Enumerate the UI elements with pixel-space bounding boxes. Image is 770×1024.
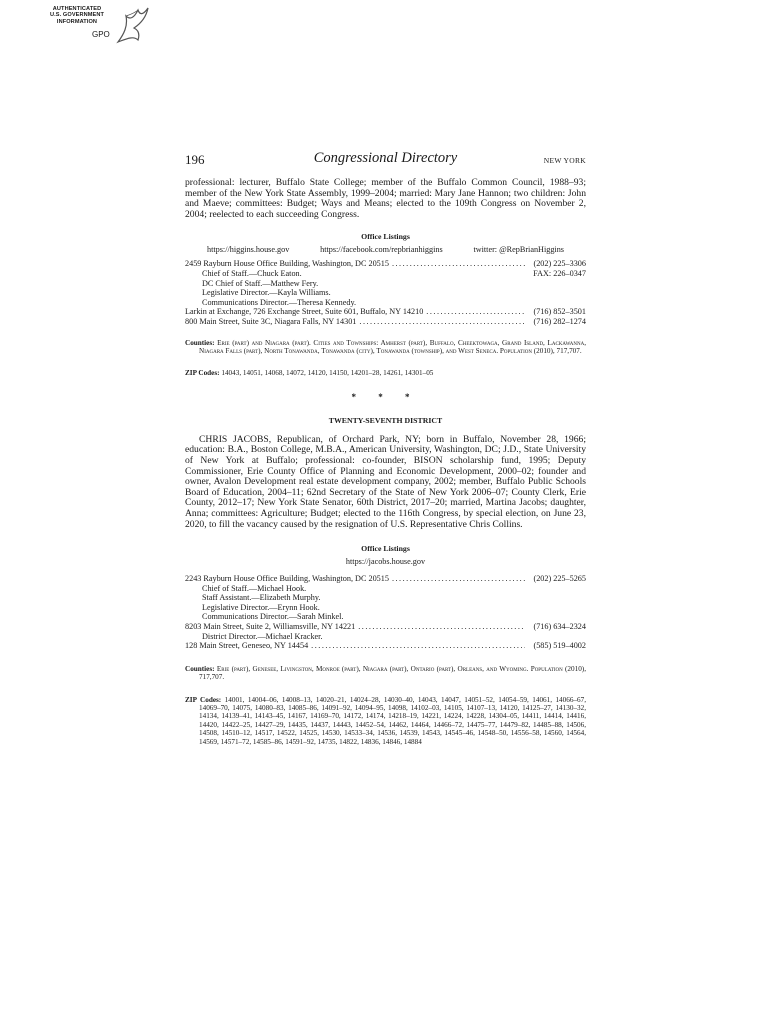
zip-label: ZIP Codes: xyxy=(185,695,222,704)
staff-entry: Legislative Director.—Erynn Hook. xyxy=(202,602,320,612)
counties-label: Counties: xyxy=(185,664,215,673)
dot-leader xyxy=(311,641,525,651)
staff-entry: Chief of Staff.—Chuck Eaton. xyxy=(202,268,302,278)
running-head xyxy=(185,150,586,170)
counties-text: Erie (part) and Niagara (part). Cities and Townships: Amherst (part), Buffalo, Cheektowaga, Grand Island, Lackawanna, Niagara Falls (part), North Tonawanda, Tonawanda (city), Tonawanda (township), and West Seneca. Population (2010), 717,707. xyxy=(199,338,587,355)
staff-entry: District Director.—Michael Kracker. xyxy=(202,631,323,641)
jacobs-office-listings-heading: Office Listings xyxy=(361,544,410,554)
higgins-offices xyxy=(185,259,586,326)
seal-text xyxy=(34,6,120,25)
jacobs-williamsville-office xyxy=(185,622,586,632)
zip-text: 14043, 14051, 14068, 14072, 14120, 14150, 14201–28, 14261, 14301–05 xyxy=(221,369,434,378)
higgins-office-listings-heading: Office Listings xyxy=(361,232,410,242)
staff-entry: Legislative Director.—Kayla Williams. xyxy=(202,288,331,298)
page-number: 196 xyxy=(185,152,205,167)
jacobs-counties xyxy=(185,665,586,682)
office-address: 128 Main Street, Geneseo, NY 14454 xyxy=(185,641,309,651)
office-phone: (716) 634–2324 xyxy=(533,622,586,632)
jacobs-offices xyxy=(185,574,586,651)
jacobs-geneseo-office xyxy=(185,641,586,651)
jacobs-bio: CHRIS JACOBS, Republican, of Orchard Park, NY; born in Buffalo, November 28, 1966; education: B.A., Boston College, M.B.A., American University, Washington, DC; J.D., State University of New York at Buffalo; professional: co-founder, BISON scholarship fund, 1995; Deputy Commissioner, Erie County Office of Planning and Economic Development, 2000–02; founder and owner, Avalon Development real estate development company, 2002; member, Buffalo Public Schools Board of Education, 2004–11; 62nd Secretary of the State of New York 2006–07; County Clerk, Erie County, 2012–17; New York State Senator, 60th District, 2017–20; married, Martina Jacobs; daughter, Anna; committees: Agriculture; Budget; elected to the 116th Congress, by special election, on June 23, 2020, to fill the vacancy caused by the resignation of U.S. Representative Chris Collins. xyxy=(185,433,586,530)
office-phone: (716) 852–3501 xyxy=(533,307,586,317)
eagle-icon xyxy=(114,4,150,46)
jacobs-zip-codes xyxy=(185,696,586,746)
staff-entry: Chief of Staff.—Michael Hook. xyxy=(202,583,307,593)
running-state: NEW YORK xyxy=(543,156,586,165)
seal-line: AUTHENTICATED xyxy=(52,6,102,12)
higgins-bio: professional: lecturer, Buffalo State College; member of the Buffalo Common Council, 1988–93; member of the New York State Assembly, 1999–2004; married: Mary Jane Hannon; two children: John and Maeve; committees: Budget; Ways and Means; elected to the 109th Congress on November 2, 2004; reelected to each succeeding Congress. xyxy=(185,177,586,220)
dot-leader xyxy=(426,307,525,317)
staff-entry: Staff Assistant.—Elizabeth Murphy. xyxy=(202,593,321,603)
seal-line: INFORMATION xyxy=(56,18,98,25)
seal-org: GPO xyxy=(92,30,110,39)
district-heading: TWENTY-SEVENTH DISTRICT xyxy=(328,415,443,425)
higgins-staff-row-1 xyxy=(185,269,586,279)
jacobs-website-link[interactable]: https://jacobs.house.gov xyxy=(345,557,426,567)
office-phone: (716) 282–1274 xyxy=(533,316,586,326)
higgins-facebook-link[interactable]: https://facebook.com/repbrianhiggins xyxy=(320,245,443,255)
higgins-niagara-office xyxy=(185,317,586,327)
dot-leader xyxy=(392,574,525,584)
office-address: 800 Main Street, Suite 3C, Niagara Falls, NY 14301 xyxy=(185,316,357,326)
office-address: 2243 Rayburn House Office Building, Washington, DC 20515 xyxy=(185,574,389,584)
gpo-authentication-seal xyxy=(34,4,150,46)
staff-entry: Communications Director.—Sarah Minkel. xyxy=(202,612,344,622)
zip-label: ZIP Codes: xyxy=(185,369,220,378)
higgins-links xyxy=(185,245,586,254)
section-separator: * * * xyxy=(351,391,420,402)
higgins-zip-codes xyxy=(185,369,586,377)
dot-leader xyxy=(358,622,525,632)
staff-entry: Communications Director.—Theresa Kennedy. xyxy=(202,297,357,307)
counties-text: Erie (part), Genesee, Livingston, Monroe (part), Niagara (part), Ontario (part), Orleans, and Wyoming. Population (2010), 717,707. xyxy=(199,664,586,682)
higgins-buffalo-office xyxy=(185,307,586,317)
office-phone: (585) 519–4002 xyxy=(533,641,586,651)
directory-page xyxy=(185,150,586,746)
higgins-twitter-link[interactable]: twitter: @RepBrianHiggins xyxy=(473,245,564,255)
higgins-counties xyxy=(185,339,586,356)
office-address: 2459 Rayburn House Office Building, Washington, DC 20515 xyxy=(185,259,389,269)
office-address: 8203 Main Street, Suite 2, Williamsville, NY 14221 xyxy=(185,622,356,632)
higgins-website-link[interactable]: https://higgins.house.gov xyxy=(207,245,290,255)
jacobs-links xyxy=(185,557,586,566)
dot-leader xyxy=(392,259,525,269)
office-phone: (202) 225–3306 xyxy=(533,259,586,269)
staff-entry: DC Chief of Staff.—Matthew Fery. xyxy=(202,278,319,288)
office-phone: (202) 225–5265 xyxy=(533,574,586,584)
zip-text: 14001, 14004–06, 14008–13, 14020–21, 14024–28, 14030–40, 14043, 14047, 14051–52, 14054–59, 14061, 14066–67, 14069–70, 14075, 14080–83, 14085–86, 14091–92, 14094–95, 14098, 14102–03, 14105, 14107–13, 14120, 14125–27, 14130–32, 14134, 14139–41, 14143–45, 14167, 14169–70, 14172, 14174, 14218–19, 14221, 14224, 14228, 14304–05, 14411, 14414, 14416, 14420, 14422–25, 14427–29, 14435, 14437, 14443, 14452–54, 14462, 14464, 14466–72, 14475–77, 14479–82, 14485–88, 14506, 14508, 14510–12, 14517, 14522, 14525, 14530, 14533–34, 14536, 14539, 14543, 14545–46, 14548–50, 14556–58, 14560, 14564, 14569, 14571–72, 14585–86, 14591–92, 14735, 14822, 14836, 14846, 14884 xyxy=(199,695,587,746)
jacobs-dc-office xyxy=(185,574,586,584)
counties-label: Counties: xyxy=(185,338,215,347)
seal-line: U.S. GOVERNMENT xyxy=(49,12,105,19)
office-fax: FAX: 226–0347 xyxy=(533,268,586,278)
dot-leader xyxy=(359,317,525,327)
higgins-dc-office xyxy=(185,259,586,269)
office-address: Larkin at Exchange, 726 Exchange Street, Suite 601, Buffalo, NY 14210 xyxy=(185,307,424,317)
running-title: Congressional Directory xyxy=(313,150,458,166)
